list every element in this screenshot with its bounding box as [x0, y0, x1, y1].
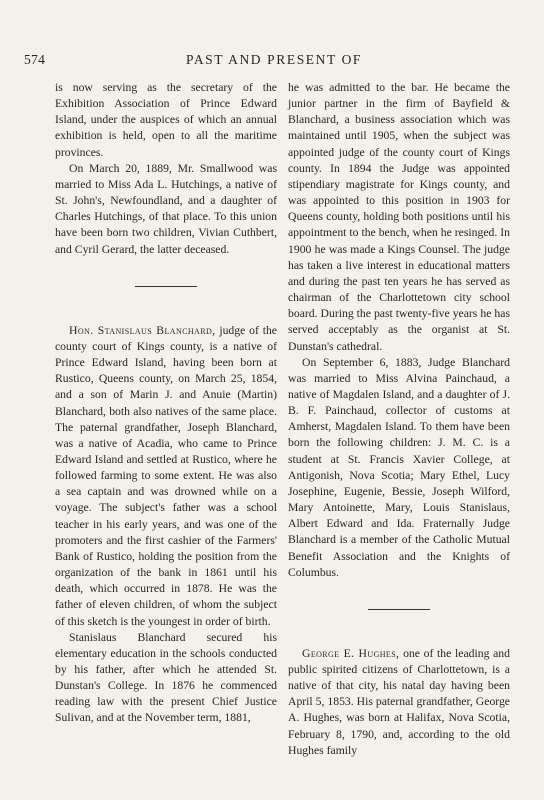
biography-paragraph [288, 646, 510, 759]
biography-subject-name: George E. Hughes, [302, 646, 400, 660]
paragraph: he was admitted to the bar. He became the junior partner in the firm of Bayfield & Blanchard, a business association which was maintained until 1905, when the subject was appointed judge of the county court of Kings county. In 1894 the Judge was appointed stipendiary magistrate for Kings county, and was appointed to this position in 1903 for Queens county, holding both positions until his appointment to the bench, when he resinged. In 1900 he was made a Kings Counsel. The judge has taken a live interest in educational matters and during the past ten years he has served as chairman of the Charlottetown city school board. During the past twenty-five years he has served acceptably as the organist at St. Dunstan's cathedral. [288, 81, 510, 353]
paragraph-text: judge of the county court of Kings county, is a native of Prince Edward Island, having been born at Rustico, Queens county, on March 25, 1854, and a son of Marin J. and Anuie (Martin) Blanchard, both also natives of the same place. The paternal grandfather, Joseph Blanchard, was a native of Acadia, who came to Prince Edward Island and settled at Rustico, where he followed farming to some extent. He was also a sea captain and was drowned while on a voyage. The subject's father was a school teacher in his early years, and was one of the promoters and the first cashier of the Farmers' Bank of Rustico, holding the position from the organization of the bank in 1861 until his death, which occurred in 1878. He was the father of eleven children, of whom the subject of this sketch is the youngest in order of birth. [55, 323, 277, 628]
spacer [288, 610, 510, 646]
right-column [288, 80, 510, 759]
paragraph: Stanislaus Blanchard secured his elementary education in the schools conducted by his father, after which he attended St. Dunstan's College. In 1876 he commenced reading law with the present Chief Justice Sulivan, and at the November term, 1881, [55, 630, 277, 725]
biography-paragraph [55, 323, 277, 630]
spacer [55, 258, 277, 286]
page-number: 574 [24, 52, 46, 67]
paragraph: On September 6, 1883, Judge Blanchard was married to Miss Alvina Painchaud, a native of Magdalen Island, and a daughter of J. B. F. Painchaud, collector of customs at Amherst, Magdalen Island. To them have been born the following children: J. M. C. is a student at St. Francis Xavier College, at Antigonish, Nova Scotia; Mary Ethel, Lucy Josephine, Eugenie, Bessie, Joseph Wilford, Mary Antoinette, Mary, Louis Stanislaus, Albert Edward and Ida. Fraternally Judge Blanchard is a member of the Catholic Mutual Benefit Association and the Knights of Columbus. [288, 355, 510, 579]
biography-subject-name: Hon. Stanislaus Blanchard, [69, 323, 216, 337]
spacer [288, 581, 510, 609]
page-header [24, 52, 524, 72]
spacer [55, 287, 277, 323]
paragraph: is now serving as the secretary of the Exhibition Association of Prince Edward Island, under the auspices of which an annual exhibition is held, open to all the maritime provinces. [55, 81, 277, 159]
paragraph: On March 20, 1889, Mr. Smallwood was married to Miss Ada L. Hutchings, a native of St. John's, Newfoundland, and a daughter of Charles Hutchings, of that place. To this union have been born two children, Vivian Cuthbert, and Cyril Gerard, the latter deceased. [55, 161, 277, 256]
paragraph-text: one of the leading and public spirited citizens of Charlottetown, is a native of that city, his natal day having been April 5, 1853. His paternal grandfather, George A. Hughes, was born at Halifax, Nova Scotia, February 8, 1790, and, according to the old Hughes family [288, 646, 510, 757]
running-title: PAST AND PRESENT OF [185, 52, 363, 67]
left-column [55, 80, 277, 727]
